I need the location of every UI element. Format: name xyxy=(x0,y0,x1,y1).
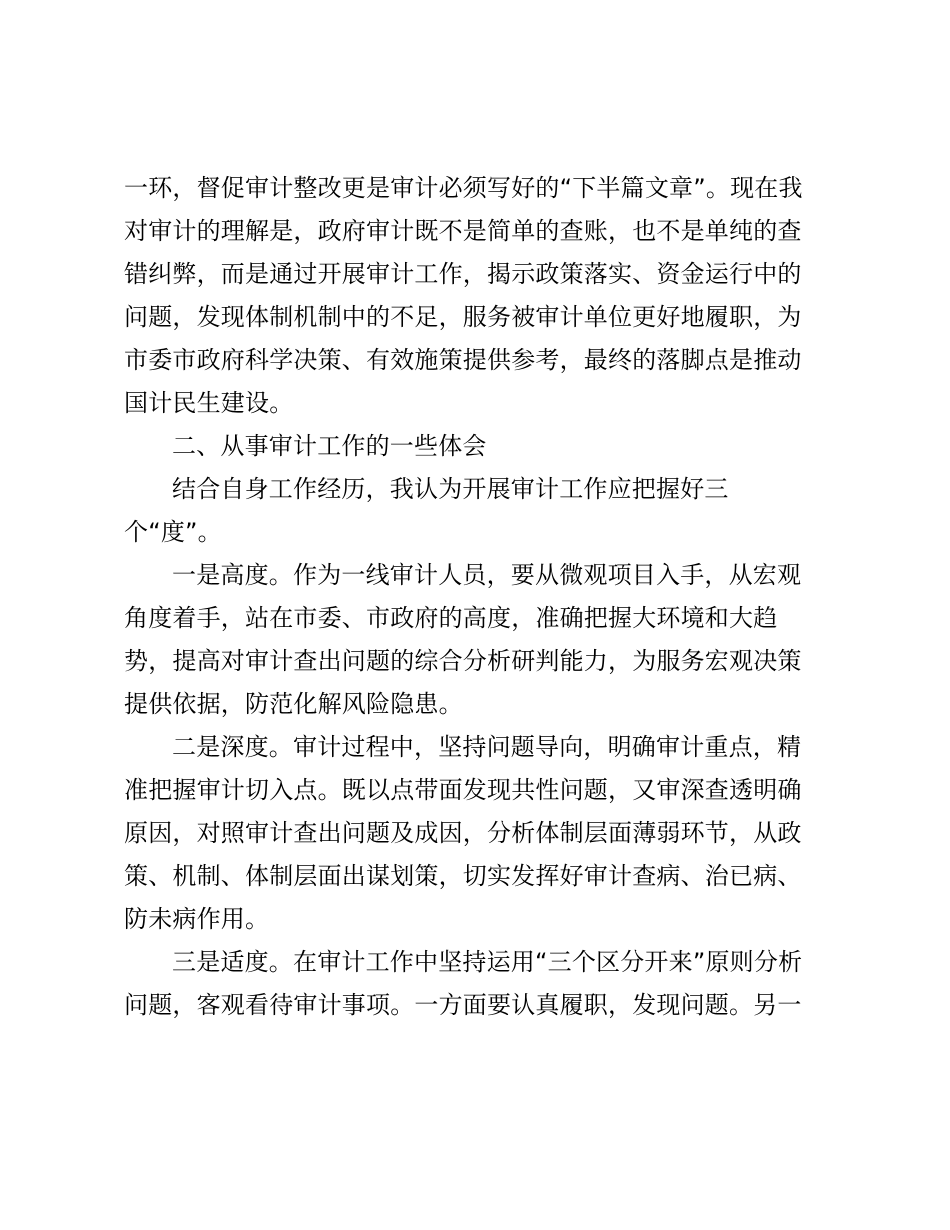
text-line: 三是适度。在审计工作中坚持运用“三个区分开来”原则分析 xyxy=(172,948,803,976)
text-line: 原因，对照审计查出问题及成因，分析体制层面薄弱环节，从政 xyxy=(124,819,802,847)
text-line: 准把握审计切入点。既以点带面发现共性问题，又审深查透明确 xyxy=(124,776,802,804)
text-line: 一是高度。作为一线审计人员，要从微观项目入手，从宏观 xyxy=(172,561,802,589)
text-line: 防未病作用。 xyxy=(124,905,270,933)
text-line: 错纠弊，而是通过开展审计工作，揭示政策落实、资金运行中的 xyxy=(124,260,802,288)
text-line: 国计民生建设。 xyxy=(124,389,294,417)
text-line: 市委市政府科学决策、有效施策提供参考，最终的落脚点是推动 xyxy=(124,346,802,374)
text-line: 结合自身工作经历，我认为开展审计工作应把握好三 xyxy=(172,475,729,503)
text-line: 一环，督促审计整改更是审计必须写好的“下半篇文章”。现在我 xyxy=(124,174,803,202)
body-text xyxy=(124,167,844,1027)
text-line: 问题，客观看待审计事项。一方面要认真履职，发现问题。另一 xyxy=(124,991,802,1019)
text-line: 角度着手，站在市委、市政府的高度，准确把握大环境和大趋 xyxy=(124,604,778,632)
text-line: 二、从事审计工作的一些体会 xyxy=(172,432,487,460)
text-line: 个“度”。 xyxy=(124,518,222,546)
text-line: 对审计的理解是，政府审计既不是简单的查账，也不是单纯的查 xyxy=(124,217,802,245)
text-line: 势，提高对审计查出问题的综合分析研判能力，为服务宏观决策 xyxy=(124,647,802,675)
text-line: 策、机制、体制层面出谋划策，切实发挥好审计查病、治已病、 xyxy=(124,862,802,890)
text-line: 二是深度。审计过程中，坚持问题导向，明确审计重点，精 xyxy=(172,733,802,761)
text-line: 问题，发现体制机制中的不足，服务被审计单位更好地履职，为 xyxy=(124,303,802,331)
text-line: 提供依据，防范化解风险隐患。 xyxy=(124,690,463,718)
